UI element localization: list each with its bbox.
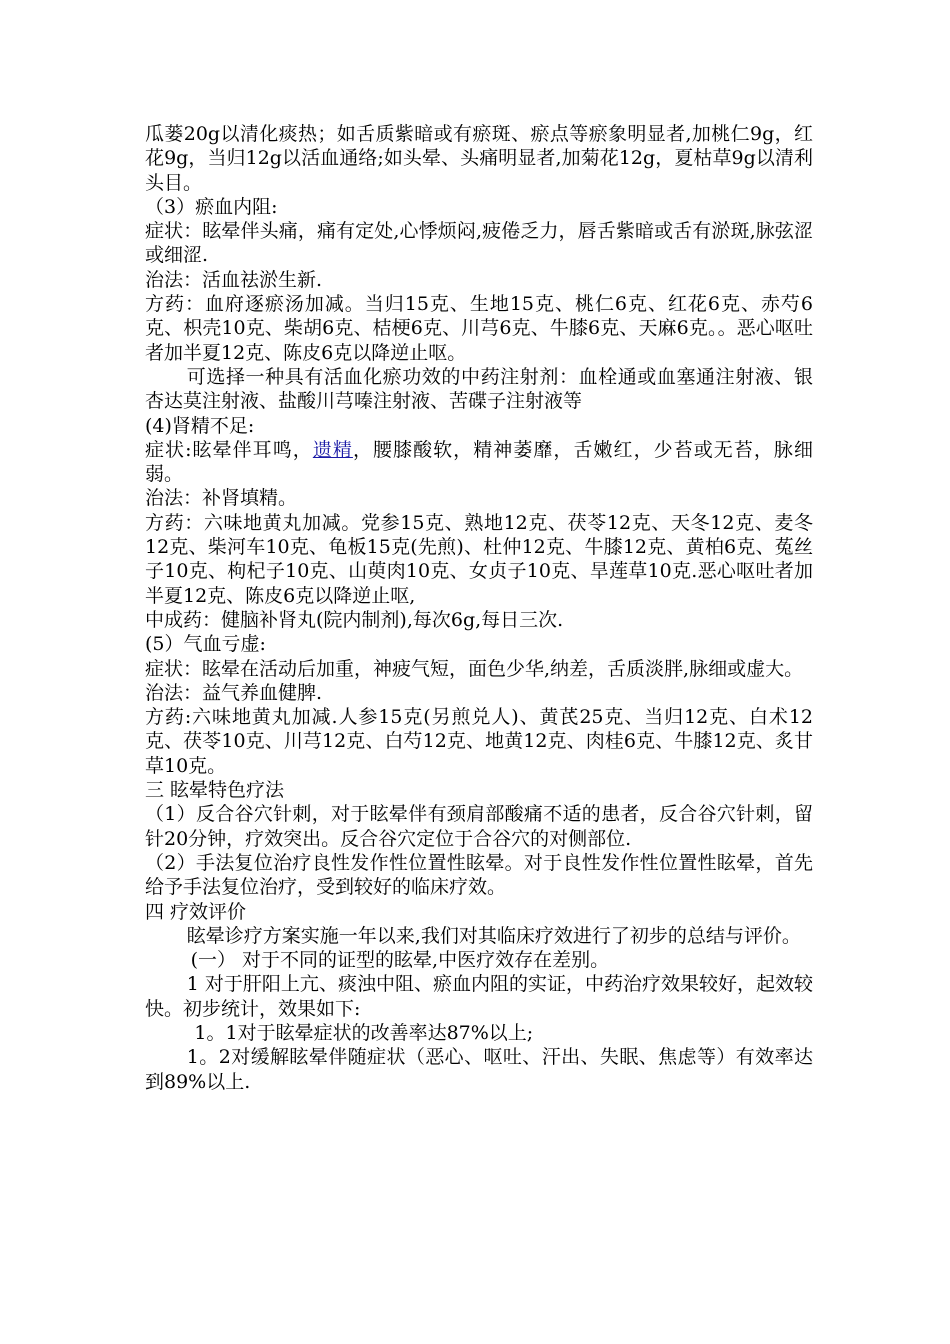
section-heading: （3）瘀血内阻: bbox=[145, 195, 278, 218]
paragraph: 方药:六味地黄丸加减.人参15克(另煎兑人)、黄芪25克、当归12克、白术12克、茯苓10克、川芎12克、白芍12克、地黄12克、肉桂6克、牛膝12克、炙甘草10克。 bbox=[145, 706, 813, 777]
paragraph: 方药：六味地黄丸加减。党参15克、熟地12克、茯苓12克、天冬12克、麦冬12克、柴河车10克、龟板15克(先煎)、杜仲12克、牛膝12克、黄柏6克、菟丝子10克、枸杞子10克、山萸肉10克、女贞子10克、旱莲草10克.恶心呕吐者加半夏12克、陈皮6克以降逆止呕, bbox=[145, 511, 813, 607]
section-heading: (4)肾精不足: bbox=[145, 414, 255, 437]
paragraph: 中成药：健脑补肾丸(院内制剂),每次6g,每日三次. bbox=[145, 608, 564, 631]
document-body bbox=[145, 122, 813, 1094]
paragraph-text: 症状:眩晕伴耳鸣， bbox=[145, 438, 313, 461]
paragraph-text: ，腰膝酸软，精神萎靡，舌嫩红，少苔或无苔，脉细弱。 bbox=[145, 438, 813, 486]
paragraph: 1 对于肝阳上亢、痰浊中阻、瘀血内阻的实证，中药治疗效果较好，起效较快。初步统计，效果如下: bbox=[145, 973, 813, 1020]
sub-heading: (一） 对于不同的证型的眩晕,中医疗效存在差别。 bbox=[190, 949, 610, 972]
paragraph: 症状：眩晕在活动后加重，神疲气短，面色少华,纳差，舌质淡胖,脉细或虚大。 bbox=[145, 657, 804, 680]
paragraph: 方药：血府逐瘀汤加减。当归15克、生地15克、桃仁6克、红花6克、赤芍6克、枳壳10克、柴胡6克、桔梗6克、川芎6克、牛膝6克、天麻6克。。恶心呕吐者加半夏12克、陈皮6克以降逆止呕。 bbox=[145, 293, 813, 364]
section-heading: (5）气血亏虚: bbox=[145, 633, 266, 656]
paragraph bbox=[145, 438, 813, 487]
paragraph: 治法：益气养血健脾. bbox=[145, 681, 323, 704]
paragraph: （2）手法复位治疗良性发作性位置性眩晕。对于良性发作性位置性眩晕，首先给予手法复位治疗，受到较好的临床疗效。 bbox=[145, 851, 813, 899]
chapter-heading: 四 疗效评价 bbox=[145, 900, 247, 923]
paragraph: 眩晕诊疗方案实施一年以来,我们对其临床疗效进行了初步的总结与评价。 bbox=[186, 924, 801, 947]
paragraph: 瓜蒌20g以清化痰热；如舌质紫暗或有瘀斑、瘀点等瘀象明显者,加桃仁9g，红花9g，当归12g以活血通络;如头晕、头痛明显者,加菊花12g，夏枯草9g以清利头目。 bbox=[145, 123, 813, 194]
paragraph: 症状：眩晕伴头痛，痛有定处,心悸烦闷,疲倦乏力，唇舌紫暗或舌有淤斑,脉弦涩或细涩. bbox=[145, 220, 813, 267]
paragraph: 治法：补肾填精。 bbox=[145, 487, 298, 510]
paragraph: （1）反合谷穴针刺，对于眩晕伴有颈肩部酸痛不适的患者，反合谷穴针刺，留针20分钟，疗效突出。反合谷穴定位于合谷穴的对侧部位. bbox=[145, 803, 813, 850]
paragraph: 可选择一种具有活血化瘀功效的中药注射剂：血栓通或血塞通注射液、银杏达莫注射液、盐酸川芎嗪注射液、苦碟子注射液等 bbox=[145, 365, 813, 413]
list-item: 1。2对缓解眩晕伴随症状（恶心、呕吐、汗出、失眠、焦虑等）有效率达到89%以上. bbox=[145, 1046, 813, 1093]
list-item: 1。1对于眩晕症状的改善率达87%以上; bbox=[194, 1021, 534, 1044]
hyperlink-yijing[interactable]: 遗精 bbox=[312, 438, 353, 461]
chapter-heading: 三 眩晕特色疗法 bbox=[145, 779, 285, 802]
paragraph: 治法：活血祛淤生新. bbox=[145, 268, 323, 291]
